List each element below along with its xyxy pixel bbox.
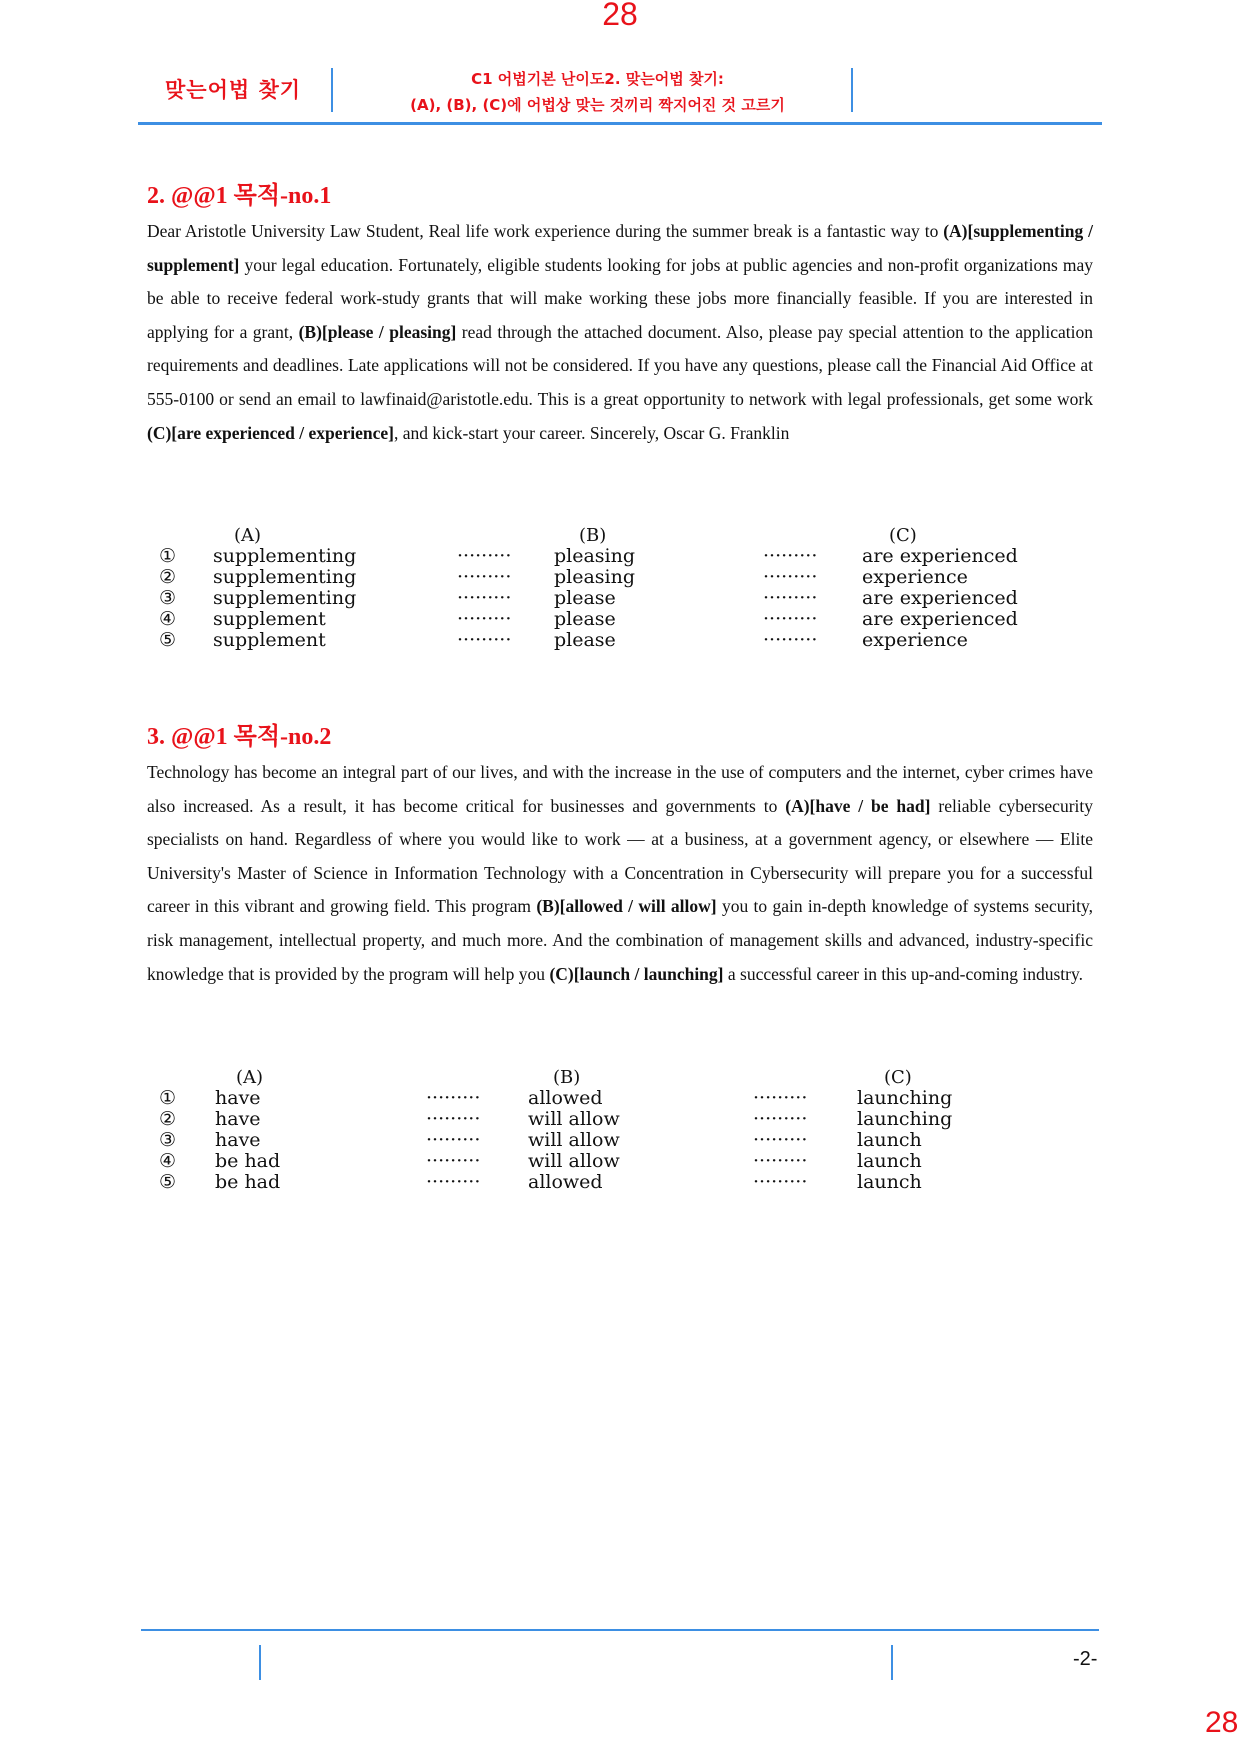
passage-text: you to gain in-depth knowledge of systems security, risk management, intellectual property, and much more. And the combination of management skills and advanced, industry-specific knowledge that is provided by the program will help you <box>147 896 1094 984</box>
blank-c: (C)[launch / launching] <box>549 963 724 984</box>
leader-dots: ········· <box>457 608 512 630</box>
choice-number: ② <box>159 1108 177 1130</box>
leader-dots: ········· <box>763 608 818 630</box>
choice-number: ④ <box>159 1150 177 1172</box>
passage-text: Dear Aristotle University Law Student, Real life work experience during the summer break is a fantastic way to <box>147 221 944 241</box>
leader-dots: ········· <box>763 566 818 588</box>
passage-text: your legal education. Fortunately, eligible students looking for jobs at public agencies and non-profit organizations may be able to receive federal work-study grants that will make working these jobs more financially feasible. If you are interested in applying for a grant, <box>147 254 1093 342</box>
leader-dots: ········· <box>753 1108 808 1130</box>
choice-c: are experienced <box>862 608 1018 630</box>
choice-c: experience <box>862 629 968 651</box>
choice-number: ⑤ <box>159 629 177 651</box>
footer-rule <box>141 1629 1099 1631</box>
blank-b: (B)[allowed / will allow] <box>536 896 717 917</box>
leader-dots: ········· <box>426 1171 481 1193</box>
choice-b: will allow <box>528 1108 620 1130</box>
leader-dots: ········· <box>426 1129 481 1151</box>
choice-c: experience <box>862 566 968 588</box>
choice-number: ③ <box>159 1129 177 1151</box>
choice-a: supplement <box>213 629 326 651</box>
column-header-b: (B) <box>553 1067 581 1088</box>
header-divider-right <box>851 68 853 112</box>
header-description-line2: (A), (B), (C)에 어법상 맞는 것끼리 짝지어진 것 고르기 <box>410 96 785 114</box>
choice-a: supplementing <box>213 545 357 567</box>
choice-c: launching <box>857 1108 953 1130</box>
choice-b: allowed <box>528 1171 603 1193</box>
column-header-a: (A) <box>236 1067 264 1088</box>
choice-number: ③ <box>159 587 177 609</box>
leader-dots: ········· <box>426 1150 481 1172</box>
leader-dots: ········· <box>426 1087 481 1109</box>
choice-a: be had <box>215 1171 281 1193</box>
leader-dots: ········· <box>753 1087 808 1109</box>
leader-dots: ········· <box>457 545 512 567</box>
header-description-line1: C1 어법기본 난이도2. 맞는어법 찾기: <box>471 70 724 88</box>
question-title: 3. @@1 목적-no.2 <box>147 724 332 750</box>
choice-b: please <box>554 629 616 651</box>
header-description <box>335 66 860 118</box>
leader-dots: ········· <box>457 629 512 651</box>
choice-b: please <box>554 587 616 609</box>
choice-b: will allow <box>528 1150 620 1172</box>
choice-c: launch <box>857 1129 922 1151</box>
leader-dots: ········· <box>763 545 818 567</box>
column-header-c: (C) <box>884 1067 912 1088</box>
passage-text: a successful career in this up-and-coming industry. <box>723 963 1083 984</box>
passage-text: read through the attached document. Also, please pay special attention to the application requirements and deadlines. Late applications will not be considered. If you have any questions, please call the Financial Aid Office at 555-0100 or send an email to lawfinaid@aristotle.edu. This is a great opportunity to network with legal professionals, get some work <box>147 321 1093 409</box>
bottom-page-number: 28 <box>1205 1706 1239 1739</box>
question-passage <box>147 215 1093 450</box>
column-header-a: (A) <box>234 525 262 546</box>
choice-c: launching <box>857 1087 953 1109</box>
choice-b: pleasing <box>554 545 636 567</box>
footer-divider-left <box>259 1645 261 1680</box>
footer-page-number: -2- <box>1073 1648 1098 1670</box>
header-divider-left <box>331 68 333 112</box>
choice-a: supplementing <box>213 566 357 588</box>
passage-text: reliable cybersecurity specialists on hand. Regardless of where you would like to work — at a business, at a government agency, or elsewhere — Elite University's Master of Science in Information Technology with a Concentration in Cybersecurity will prepare you for a successful career in this vibrant and growing field. This program <box>147 795 1093 917</box>
choice-a: have <box>215 1087 261 1109</box>
choice-a: have <box>215 1129 261 1151</box>
leader-dots: ········· <box>753 1129 808 1151</box>
top-page-number: 28 <box>602 0 638 32</box>
choice-b: will allow <box>528 1129 620 1151</box>
column-header-c: (C) <box>889 525 917 546</box>
header-rule <box>138 122 1102 125</box>
leader-dots: ········· <box>457 587 512 609</box>
choice-b: allowed <box>528 1087 603 1109</box>
choice-c: launch <box>857 1150 922 1172</box>
passage-text: , and kick-start your career. Sincerely, Oscar G. Franklin <box>394 422 790 443</box>
choice-a: be had <box>215 1150 281 1172</box>
question-passage <box>147 756 1093 991</box>
leader-dots: ········· <box>426 1108 481 1130</box>
section-label: 맞는어법 찾기 <box>165 78 302 102</box>
column-header-b: (B) <box>579 525 607 546</box>
passage-text: Technology has become an integral part of our lives, and with the increase in the use of computers and the internet, cyber crimes have also increased. As a result, it has become critical for businesses and governments to <box>147 762 1093 816</box>
choice-number: ① <box>159 545 177 567</box>
choice-number: ④ <box>159 608 177 630</box>
leader-dots: ········· <box>763 587 818 609</box>
leader-dots: ········· <box>763 629 818 651</box>
choice-a: supplement <box>213 608 326 630</box>
blank-c: (C)[are experienced / experience] <box>147 422 394 443</box>
question-title: 2. @@1 목적-no.1 <box>147 183 332 209</box>
choice-number: ⑤ <box>159 1171 177 1193</box>
blank-a: (A)[have / be had] <box>785 795 931 816</box>
leader-dots: ········· <box>457 566 512 588</box>
choice-number: ② <box>159 566 177 588</box>
choice-c: launch <box>857 1171 922 1193</box>
choice-a: have <box>215 1108 261 1130</box>
choice-b: please <box>554 608 616 630</box>
choice-c: are experienced <box>862 587 1018 609</box>
blank-b: (B)[please / pleasing] <box>298 321 457 342</box>
blank-a: (A)[supplementing / supplement] <box>147 221 1093 275</box>
leader-dots: ········· <box>753 1171 808 1193</box>
footer-divider-right <box>891 1645 893 1680</box>
leader-dots: ········· <box>753 1150 808 1172</box>
choice-a: supplementing <box>213 587 357 609</box>
choice-b: pleasing <box>554 566 636 588</box>
choice-c: are experienced <box>862 545 1018 567</box>
choice-number: ① <box>159 1087 177 1109</box>
